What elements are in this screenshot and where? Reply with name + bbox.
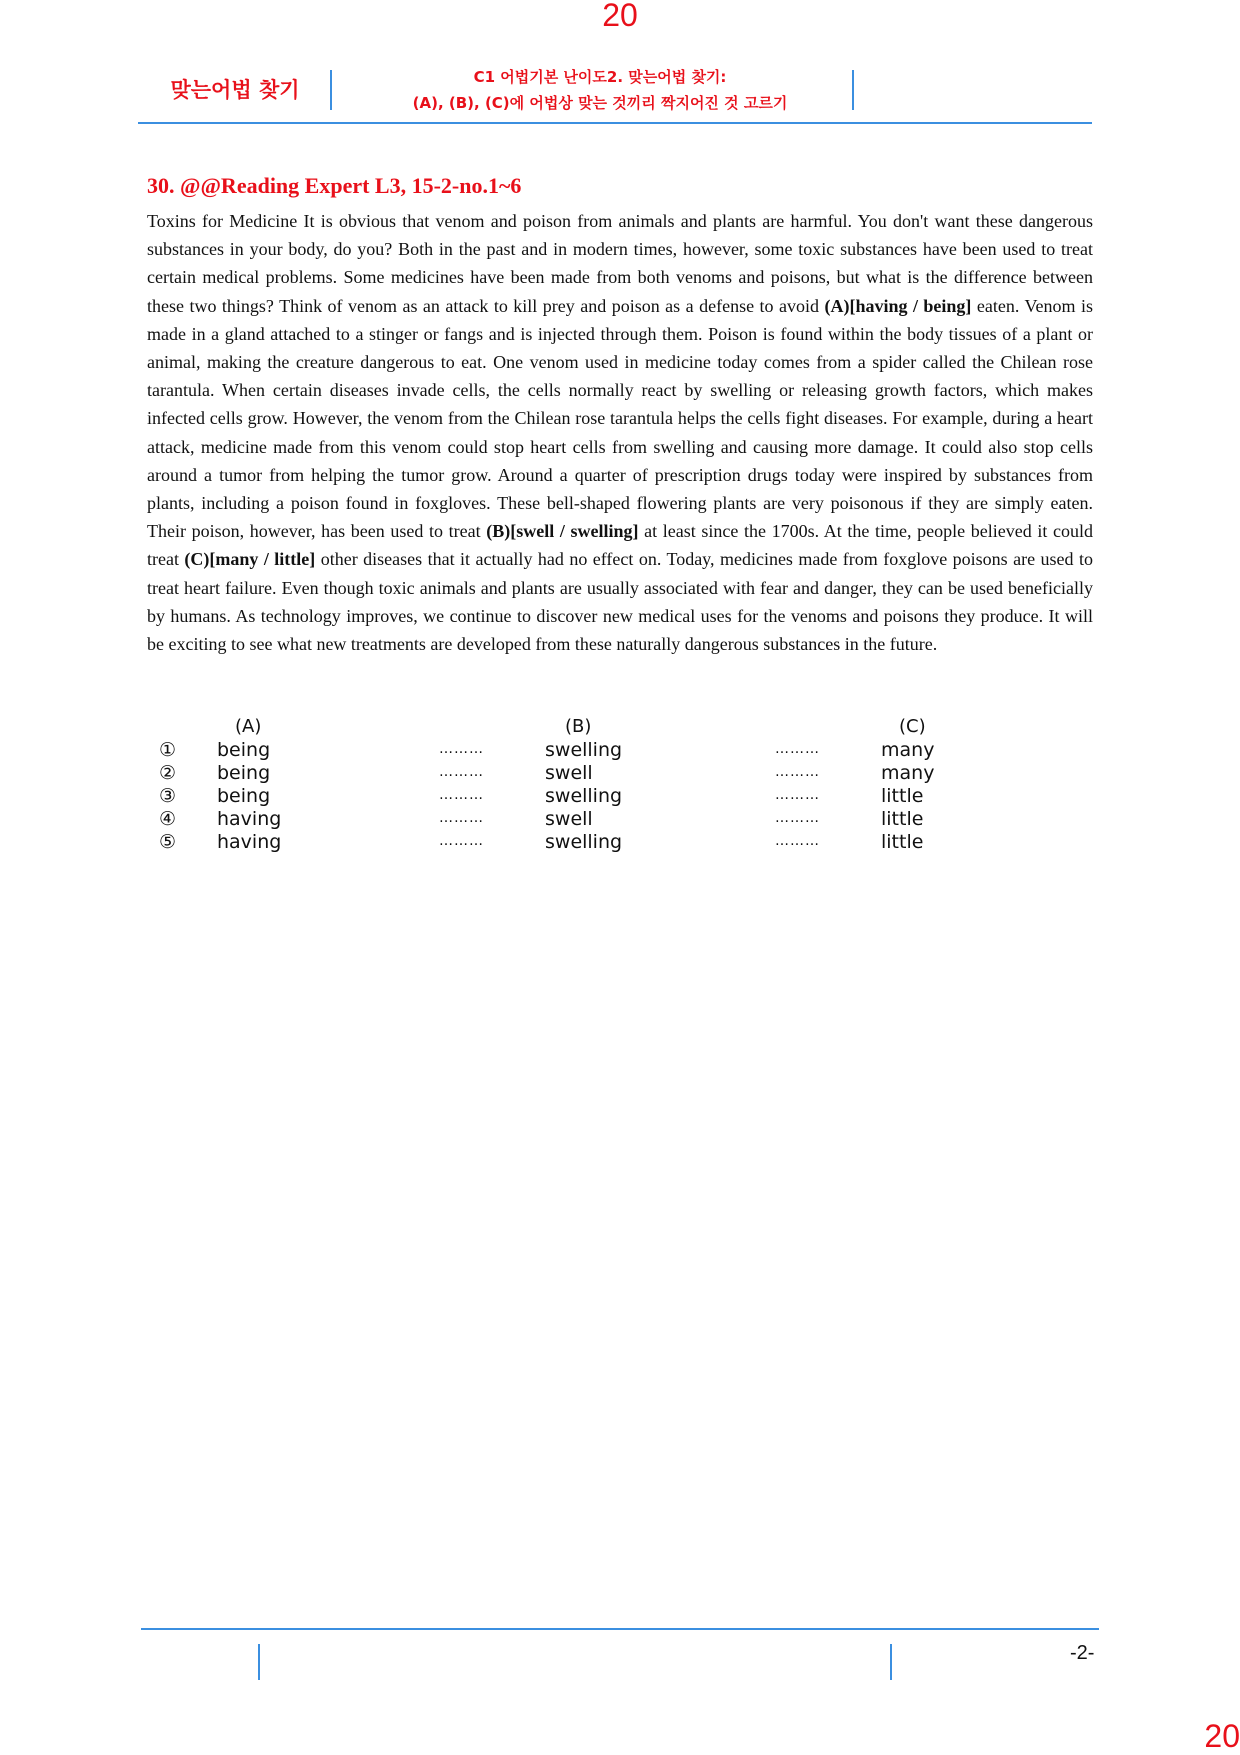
header-divider-left [330, 70, 332, 110]
choice-header-row [147, 716, 1047, 739]
answer-choices [147, 716, 1047, 854]
column-header-c: (C) [899, 716, 926, 737]
header-rule [138, 122, 1092, 124]
choice-option-2[interactable] [147, 762, 1047, 785]
choice-c: little [881, 785, 924, 807]
corner-page-number: 20 [1204, 1718, 1240, 1754]
choice-a: having [217, 808, 282, 830]
section-title: 맞는어법 찾기 [170, 78, 300, 102]
footer-divider-right [890, 1644, 892, 1680]
choice-b: swell [545, 808, 593, 830]
choice-dots: ……… [439, 833, 484, 849]
choice-c: many [881, 739, 935, 761]
choice-number: ③ [159, 785, 177, 807]
section-description [340, 64, 860, 116]
passage-text-1: Toxins for Medicine It is obvious that venom and poison from animals and plants are harmful. You don't want these dangerous substances in your body, do you? Both in the past and in modern times, however, some toxic substances have been used to treat certain medical problems. Some medicines have been made from both venoms and poisons, but what is the difference between these two things? Think of venom as an attack to kill prey and poison as a defense to avoid [147, 211, 1093, 316]
choice-number: ⑤ [159, 831, 177, 853]
choice-a: having [217, 831, 282, 853]
choice-dots: ……… [439, 787, 484, 803]
choice-a: being [217, 739, 271, 761]
passage-text-4: other diseases that it actually had no effect on. Today, medicines made from foxglove poisons are used to treat heart failure. Even though toxic animals and plants are usually associated with fear and danger, they can be used beneficially by humans. As technology improves, we continue to discover new medical uses for the venoms and poisons they produce. It will be exciting to see what new treatments are developed from these naturally dangerous substances in the future. [147, 549, 1093, 655]
column-header-b: (B) [565, 716, 592, 737]
choice-dots: ……… [439, 741, 484, 757]
footer-divider-left [258, 1644, 260, 1680]
choice-c: little [881, 831, 924, 853]
passage-text-2: eaten. Venom is made in a gland attached to a stinger or fangs and is injected through them. Poison is found within the body tissues of a plant or animal, making the creature dangerous to eat. One venom used in medicine today comes from a spider called the Chilean rose tarantula. When certain diseases invade cells, the cells normally react by swelling or releasing growth factors, which makes infected cells grow. However, the venom from the Chilean rose tarantula helps the cells fight diseases. For example, during a heart attack, medicine made from this venom could stop heart cells from swelling and causing more damage. It could also stop cells around a tumor from helping the tumor grow. Around a quarter of prescription drugs today were inspired by substances from plants, including a poison found in foxgloves. These bell-shaped flowering plants are very poisonous if they are simply eaten. Their poison, however, has been used to treat [147, 295, 1093, 542]
section-description-line2: (A), (B), (C)에 어법상 맞는 것끼리 짝지어진 것 고르기 [412, 94, 788, 112]
choice-dots: ……… [775, 787, 820, 803]
passage [147, 207, 1093, 658]
choice-option-5[interactable] [147, 831, 1047, 854]
choice-dots: ……… [439, 810, 484, 826]
blank-a: (A)[having / being] [824, 295, 972, 316]
choice-dots: ……… [775, 810, 820, 826]
blank-b: (B)[swell / swelling] [486, 521, 639, 542]
choice-option-4[interactable] [147, 808, 1047, 831]
choice-option-3[interactable] [147, 785, 1047, 808]
choice-b: swelling [545, 739, 623, 761]
top-page-number: 20 [602, 0, 638, 33]
question-title: 30. @@Reading Expert L3, 15-2-no.1~6 [147, 173, 522, 198]
choice-b: swelling [545, 831, 623, 853]
choice-option-1[interactable] [147, 739, 1047, 762]
header-divider-right [852, 70, 854, 110]
choice-dots: ……… [775, 833, 820, 849]
choice-dots: ……… [439, 764, 484, 780]
choice-number: ② [159, 762, 177, 784]
choice-c: many [881, 762, 935, 784]
choice-b: swell [545, 762, 593, 784]
choice-a: being [217, 785, 271, 807]
column-header-a: (A) [235, 716, 262, 737]
section-description-line1: C1 어법기본 난이도2. 맞는어법 찾기: [473, 68, 727, 86]
choice-number: ④ [159, 808, 177, 830]
footer-rule [141, 1628, 1099, 1630]
blank-c: (C)[many / little] [184, 549, 316, 570]
choice-a: being [217, 762, 271, 784]
choice-c: little [881, 808, 924, 830]
choice-b: swelling [545, 785, 623, 807]
passage-text-3: at least since the 1700s. At the time, people believed it could treat [147, 521, 1093, 570]
footer-page-number: -2- [1070, 1642, 1095, 1664]
choice-dots: ……… [775, 741, 820, 757]
choice-dots: ……… [775, 764, 820, 780]
choice-number: ① [159, 739, 177, 761]
